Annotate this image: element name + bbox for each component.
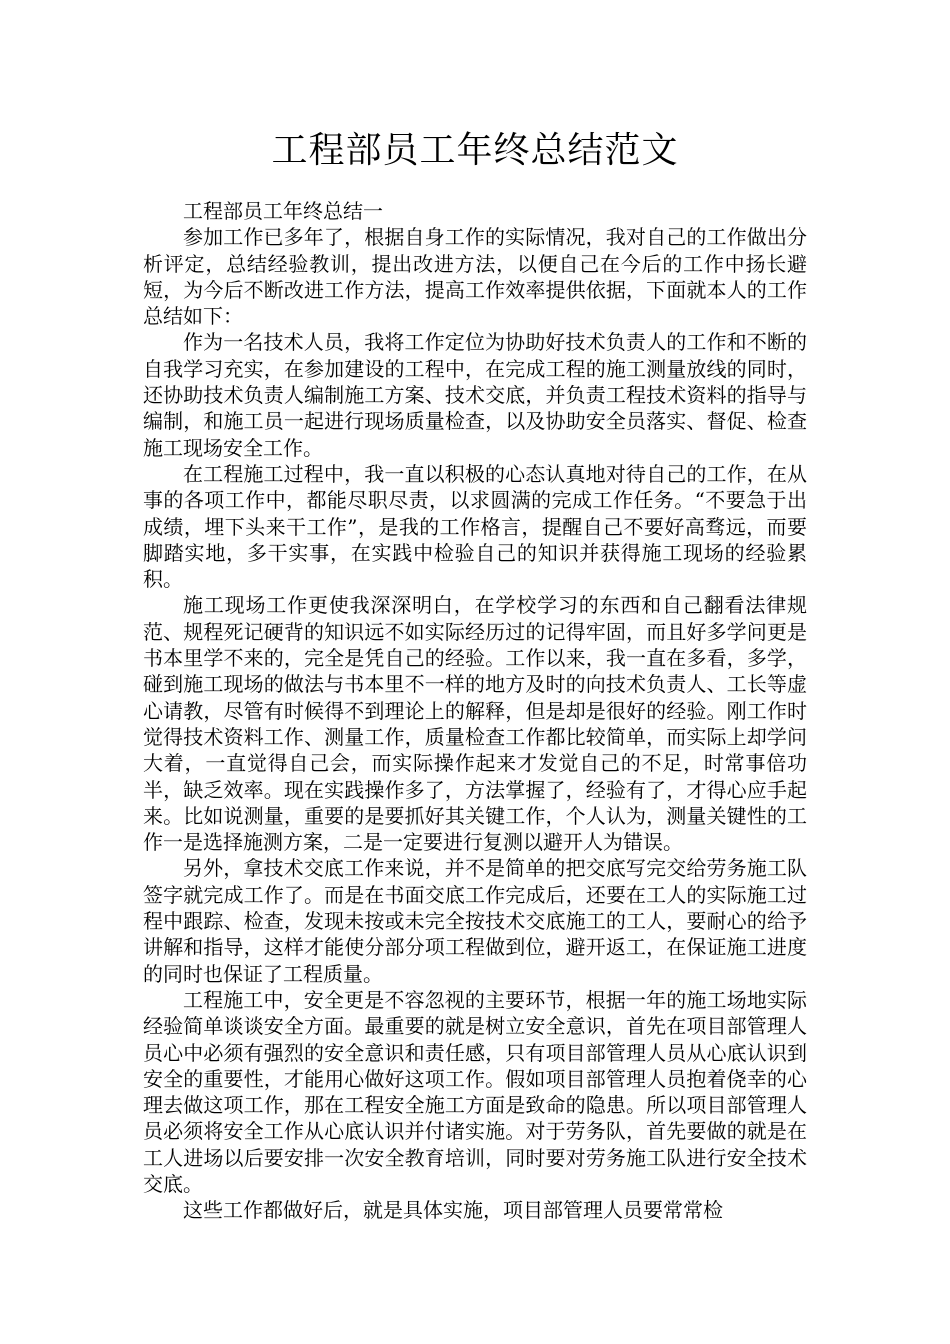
document-body	[143, 198, 807, 1224]
paragraph: 工程施工中，安全更是不容忽视的主要环节，根据一年的施工场地实际经验简单谈谈安全方面。最重要的就是树立安全意识，首先在项目部管理人员心中必须有强烈的安全意识和责任感，只有项目部管理人员从心底认识到安全的重要性，才能用心做好这项工作。假如项目部管理人员抱着侥幸的心理去做这项工作，那在工程安全施工方面是致命的隐患。所以项目部管理人员必须将安全工作从心底认识并付诸实施。对于劳务队，首先要做的就是在工人进场以后要安排一次安全教育培训，同时要对劳务施工队进行安全技术交底。	[143, 987, 807, 1196]
paragraph: 作为一名技术人员，我将工作定位为协助好技术负责人的工作和不断的自我学习充实，在参加建设的工程中，在完成工程的施工测量放线的同时，还协助技术负责人编制施工方案、技术交底，并负责工程技术资料的指导与编制，和施工员一起进行现场质量检查，以及协助安全员落实、督促、检查施工现场安全工作。	[143, 330, 807, 460]
document-title: 工程部员工年终总结范文	[271, 130, 679, 171]
section-heading: 工程部员工年终总结一	[183, 199, 383, 223]
paragraph: 这些工作都做好后，就是具体实施，项目部管理人员要常常检	[183, 1198, 723, 1223]
paragraph: 另外，拿技术交底工作来说，并不是简单的把交底写完交给劳务施工队签字就完成工作了。而是在书面交底工作完成后，还要在工人的实际施工过程中跟踪、检查，发现未按或未完全按技术交底施工的工人，要耐心的给予讲解和指导，这样才能使分部分项工程做到位，避开返工，在保证施工进度的同时也保证了工程质量。	[143, 856, 807, 986]
paragraph: 在工程施工过程中，我一直以积极的心态认真地对待自己的工作，在从事的各项工作中，都能尽职尽责，以求圆满的完成工作任务。“不要急于出成绩，埋下头来干工作”，是我的工作格言，提醒自己不要好高骛远，而要脚踏实地，多干实事，在实践中检验自己的知识并获得施工现场的经验累积。	[143, 461, 807, 592]
paragraph: 参加工作已多年了，根据自身工作的实际情况，我对自己的工作做出分析评定，总结经验教训，提出改进方法，以便自己在今后的工作中扬长避短，为今后不断改进工作方法，提高工作效率提供依据，下面就本人的工作总结如下：	[143, 225, 807, 329]
paragraph: 施工现场工作更使我深深明白，在学校学习的东西和自己翻看法律规范、规程死记硬背的知识远不如实际经历过的记得牢固，而且好多学问更是书本里学不来的，完全是凭自己的经验。工作以来，我一直在多看，多学，碰到施工现场的做法与书本里不一样的地方及时的向技术负责人、工长等虚心请教，尽管有时候得不到理论上的解释，但是却是很好的经验。刚工作时觉得技术资料工作、测量工作，质量检查工作都比较简单，而实际上却学问大着，一直觉得自己会，而实际操作起来才发觉自己的不足，时常事倍功半，缺乏效率。现在实践操作多了，方法掌握了，经验有了，才得心应手起来。比如说测量，重要的是要抓好其关键工作，个人认为，测量关键性的工作一是选择施测方案，二是一定要进行复测以避开人为错误。	[143, 593, 807, 855]
